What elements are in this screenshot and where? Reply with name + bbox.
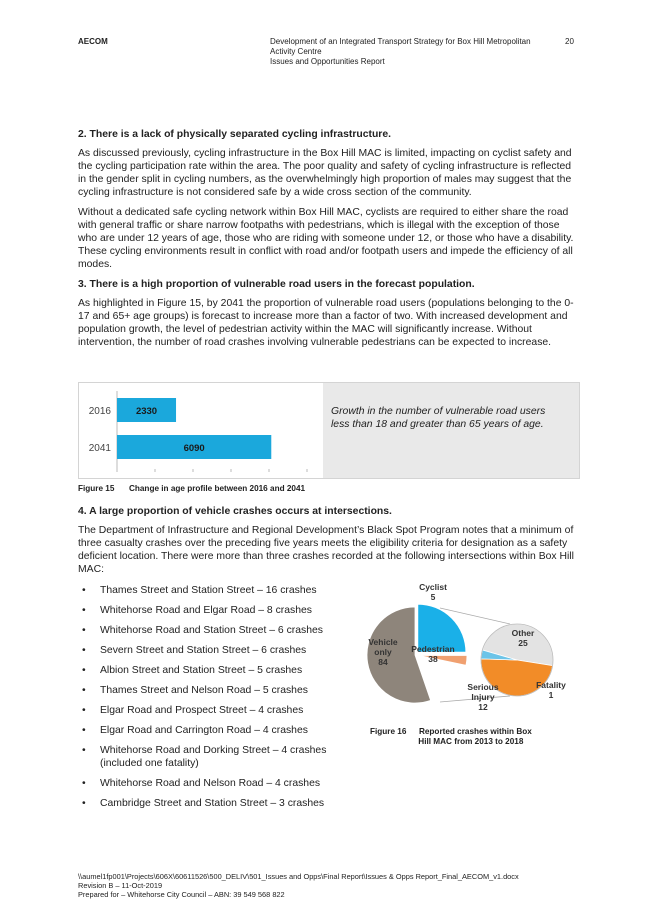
section-heading: 3. There is a high proportion of vulnerable road users in the forecast population. [78, 279, 475, 290]
slice-label-vehicle: Vehicle only 84 [368, 637, 398, 667]
figure-16-caption-label: Figure 16 [370, 727, 407, 736]
body-text-section-4 [78, 505, 578, 583]
list-item: • Elgar Road and Prospect Street – 4 crashes [78, 704, 338, 717]
data-label: 6090 [183, 443, 205, 454]
bar-chart-panel [79, 383, 323, 478]
slice-label-cyclist: Cyclist 5 [419, 582, 447, 602]
figure-16-caption [370, 727, 532, 747]
figure-15-side-text: Growth in the number of vulnerable road users less than 18 and greater than 65 years of age. [331, 406, 546, 430]
list-item: • Cambridge Street and Station Street – 3 crashes [78, 797, 338, 810]
list-item: • Thames Street and Nelson Road – 5 crashes [78, 684, 338, 697]
list-item: • Severn Street and Station Street – 6 crashes [78, 644, 338, 657]
slice-label-serious-injury: Serious Injury 12 [467, 682, 499, 712]
list-item: • Elgar Road and Carrington Road – 4 crashes [78, 724, 338, 737]
footer [78, 872, 519, 899]
page-number: 20 [565, 37, 574, 46]
slice-label-pedestrian: Pedestrian 38 [411, 644, 455, 664]
section-heading: 2. There is a lack of physically separated cycling infrastructure. [78, 129, 392, 140]
figure-15-caption [78, 484, 305, 493]
intersection-list [78, 584, 338, 817]
figure-15 [78, 382, 580, 479]
category-label: 2016 [88, 406, 111, 417]
figure-15-caption-text: Change in age profile between 2016 and 2041 [128, 484, 306, 493]
slice-label-other: Other 25 [511, 628, 535, 648]
header-title-line: Activity Centre [270, 47, 322, 56]
list-item: • Whitehorse Road and Station Street – 6 crashes [78, 624, 338, 637]
data-label: 2330 [135, 406, 158, 417]
section-heading: 4. A large proportion of vehicle crashes occurs at intersections. [78, 506, 392, 517]
bar-chart [79, 383, 323, 478]
footer-path: \\aumel1fp001\Projects\606X\60611526\500_DELIV\501_Issues and Opps\Final Report\Issues & Opps Report_Final_AECOM_v1.docx [78, 872, 519, 881]
body-text [78, 128, 578, 356]
list-item: • Thames Street and Station Street – 16 crashes [78, 584, 338, 597]
footer-prepared-for: Prepared for – Whitehorse City Council – ABN: 39 549 568 822 [78, 890, 285, 899]
list-item: • Whitehorse Road and Nelson Road – 4 crashes [78, 777, 338, 790]
paragraph: The Department of Infrastructure and Regional Development’s Black Spot Program notes that a minimum of three casualty crashes over the preceding five years meets the eligibility criteria for designation as a safety deficient location. There were more than three crashes recorded at the following intersections within Box Hill MAC: [78, 525, 574, 575]
footer-revision: Revision B – 11-Oct-2019 [78, 881, 163, 890]
header-title-line: Development of an Integrated Transport Strategy for Box Hill Metropolitan [270, 37, 531, 46]
figure-16-caption-line: Reported crashes within Box [418, 727, 532, 736]
category-label: 2041 [88, 443, 111, 454]
header-company: AECOM [78, 37, 108, 46]
list-item: • Whitehorse Road and Elgar Road – 8 crashes [78, 604, 338, 617]
header-title-line: Issues and Opportunities Report [270, 57, 385, 66]
list-item: • Whitehorse Road and Dorking Street – 4 crashes (included one fatality) [78, 744, 338, 770]
header-title [270, 37, 540, 67]
figure-15-caption-label: Figure 15 [78, 484, 115, 493]
slice-label-fatality: Fatality 1 [536, 680, 566, 700]
pie-chart [345, 580, 585, 720]
paragraph: Without a dedicated safe cycling network within Box Hill MAC, cyclists are required to either share the road with general traffic or share narrow footpaths with pedestrians, which is illegal with the exception of those who are under 12 years of age, those who are riding with someone under 12, or those who have a disability. These cycling environments result in conflict with road and/or footpath users and impede the efficiency of all modes. [78, 207, 574, 270]
figure-16-caption-line: Hill MAC from 2013 to 2018 [418, 737, 524, 746]
paragraph: As highlighted in Figure 15, by 2041 the proportion of vulnerable road users (populations belonging to the 0-17 and 65+ age groups) is forecast to increase more than a factor of two. With increased development and population growth, the level of pedestrian activity within the MAC will significantly increase. Without intervention, the number of road crashes involving vulnerable pedestrians can be expected to increase. [78, 298, 574, 348]
list-item: • Albion Street and Station Street – 5 crashes [78, 664, 338, 677]
paragraph: As discussed previously, cycling infrastructure in the Box Hill MAC is limited, impacting on cyclist safety and the cycling participation rate within the area. The poor quality and safety of cycling infrastructure is reflected in the gender split in cycling numbers, as the overwhelmingly high proportion of males may suggest that the cycling infrastructure is not considered safe by a wide cross section of the community. [78, 148, 572, 198]
pie-slice [419, 655, 467, 665]
